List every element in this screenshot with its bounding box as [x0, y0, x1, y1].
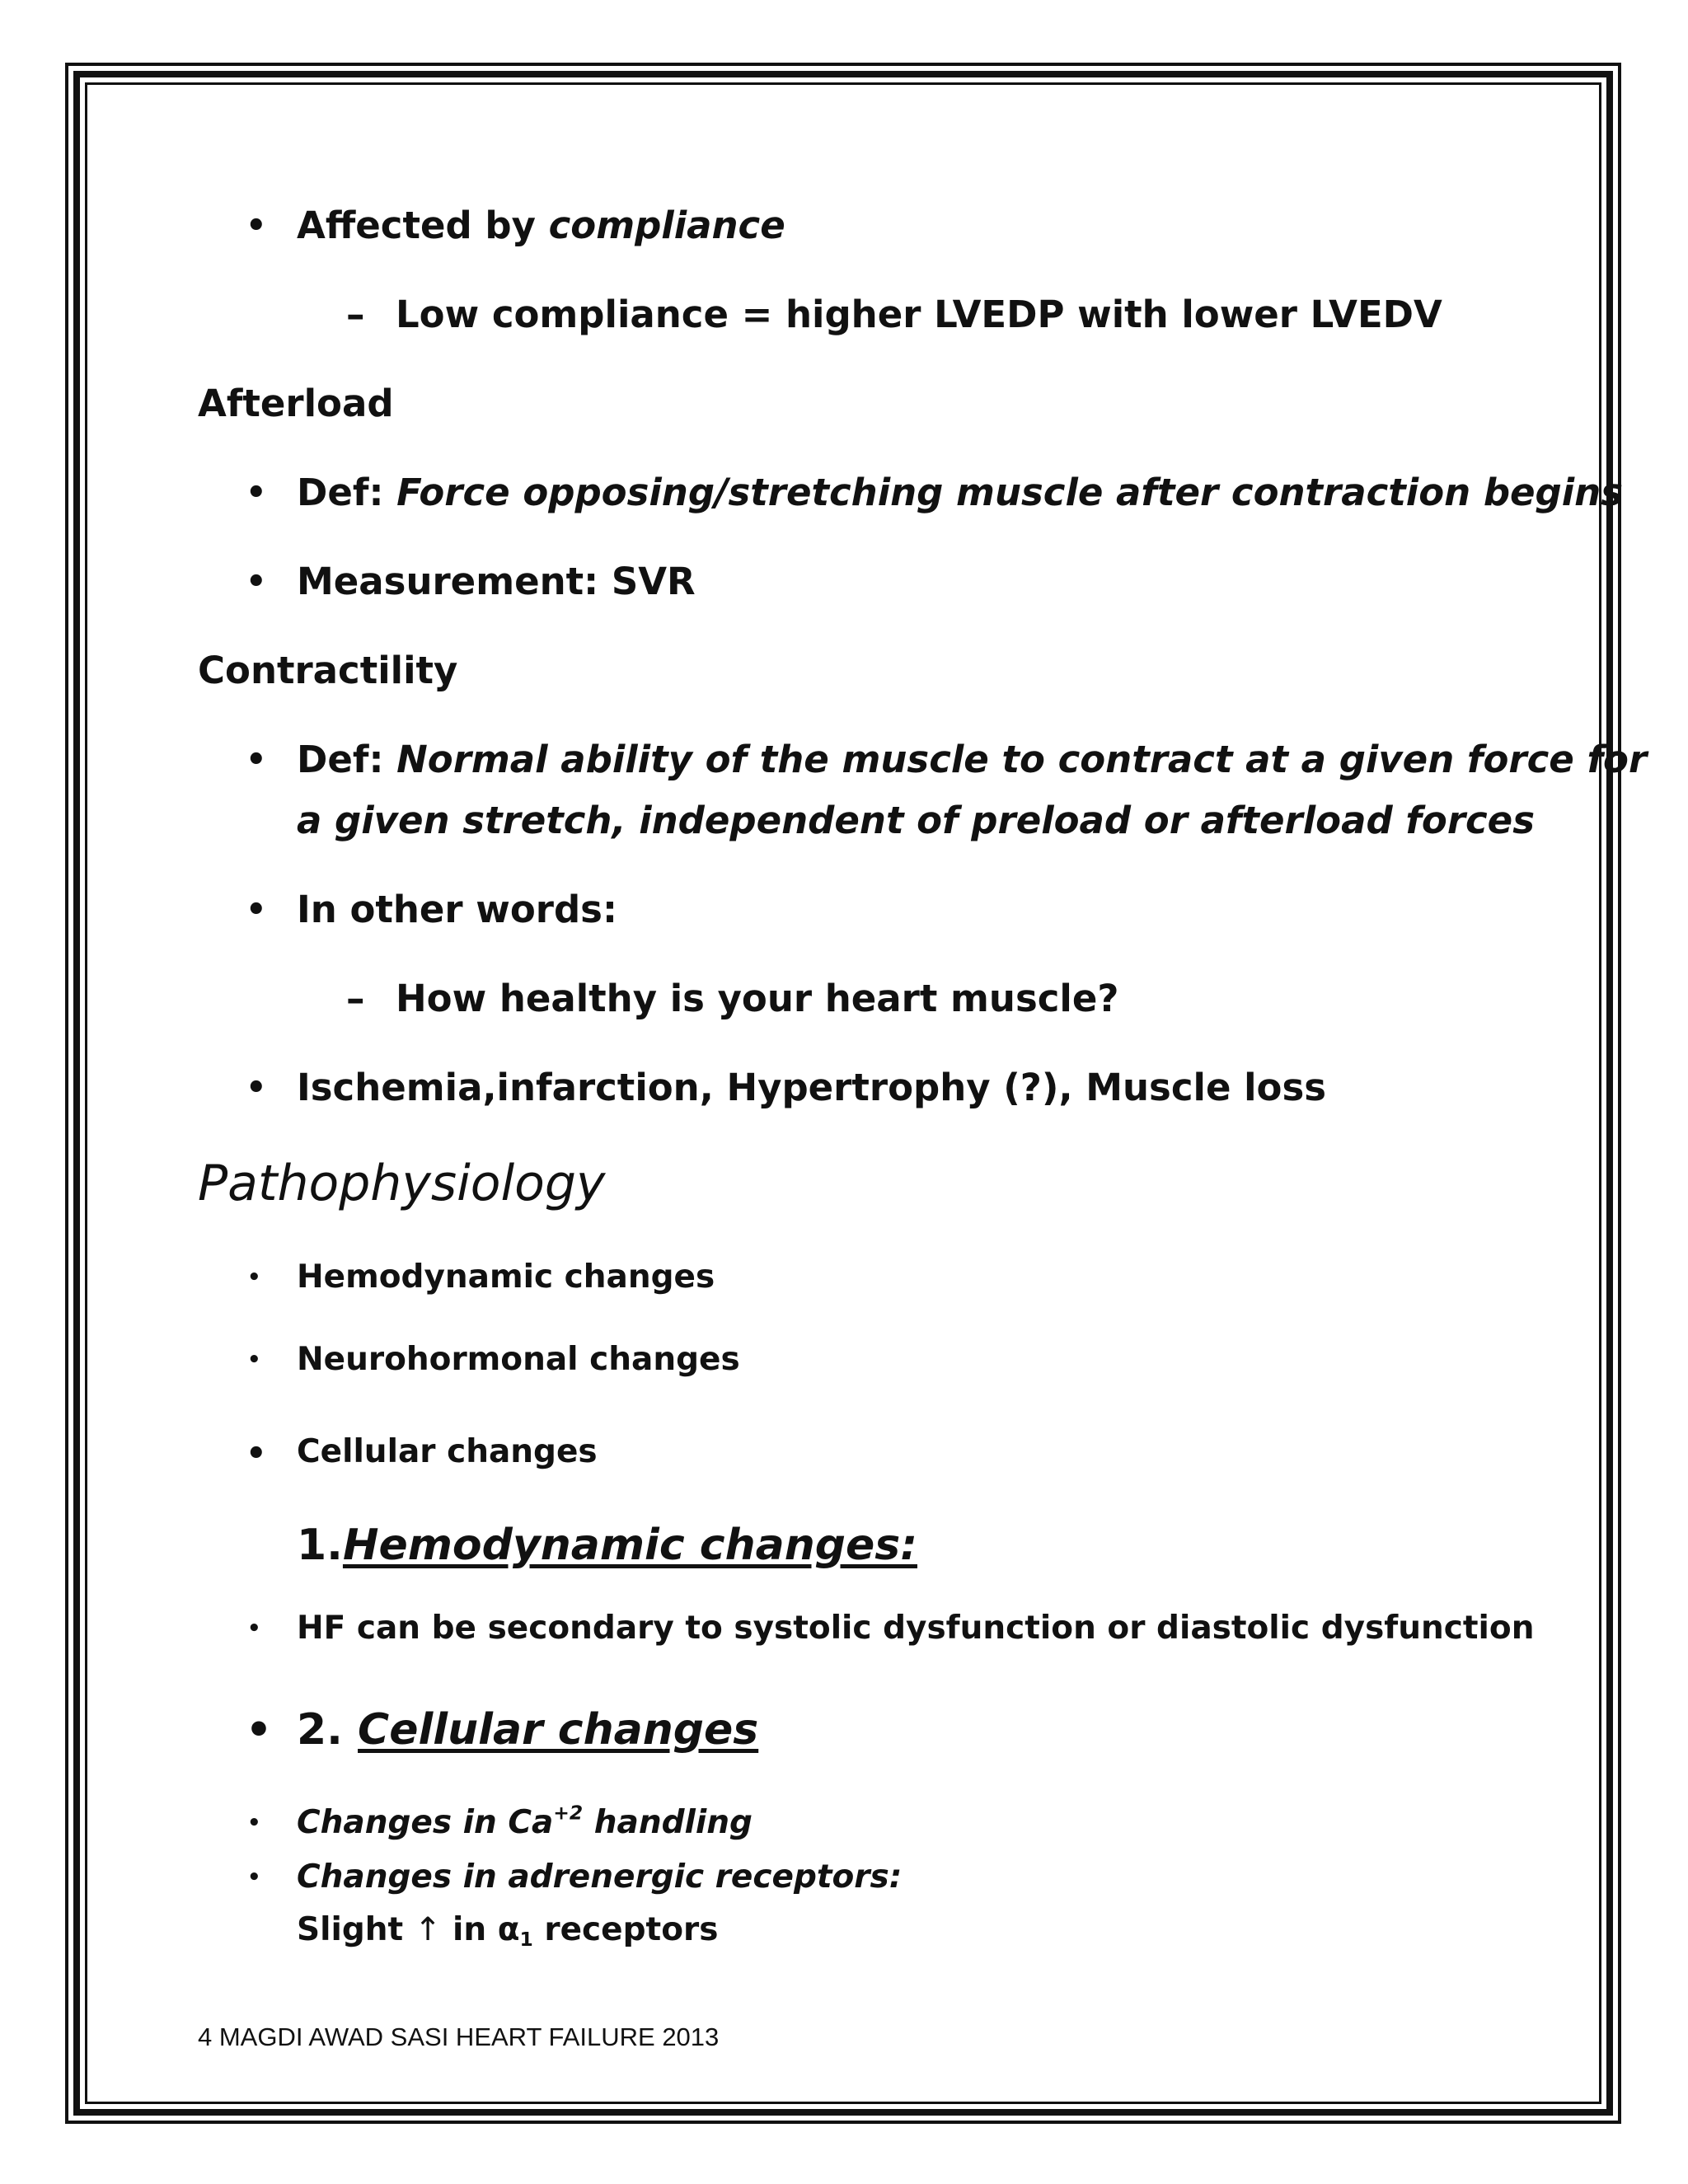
line-mid: in α: [441, 1911, 520, 1948]
bullet: •: [247, 1811, 261, 1835]
section-title: Hemodynamic changes:: [342, 1521, 917, 1570]
bullet: •: [246, 563, 267, 601]
bullet: •: [247, 1265, 261, 1290]
superscript: +2: [553, 1801, 584, 1825]
low-compliance-line: Low compliance = higher LVEDP with lower LVEDV: [396, 293, 1442, 336]
ischemia-line: Ischemia,infarction, Hypertrophy (?), Muscle loss: [297, 1066, 1327, 1109]
bullet: •: [246, 741, 267, 779]
bullet: •: [246, 1706, 272, 1754]
line-prefix: Affected by: [297, 204, 549, 247]
bullet: •: [247, 1865, 261, 1890]
hf-secondary-line: HF can be secondary to systolic dysfunction or diastolic dysfunction: [297, 1610, 1535, 1647]
hemodynamic-heading: [297, 1516, 917, 1574]
calcium-handling-line: [297, 1802, 753, 1844]
section-title: Cellular changes: [358, 1705, 759, 1755]
adrenergic-line: Changes in adrenergic receptors:: [297, 1858, 903, 1896]
measurement-line: Measurement: SVR: [297, 560, 696, 603]
subscript: 1: [519, 1928, 533, 1952]
section-number: 2.: [297, 1705, 359, 1755]
cellular-heading: [297, 1701, 758, 1759]
dash-marker: –: [346, 293, 365, 336]
compliance-line: [297, 201, 785, 251]
line-italic: compliance: [548, 204, 785, 247]
line-prefix: Changes in Ca: [297, 1804, 554, 1841]
line-italic: Force opposing/stretching muscle after contraction begins: [396, 471, 1624, 514]
bullet: •: [246, 1435, 267, 1473]
healthy-heart-line: How healthy is your heart muscle?: [396, 977, 1119, 1020]
contractility-def-line: [297, 735, 1647, 785]
list-item-neurohormonal: Neurohormonal changes: [297, 1341, 740, 1378]
list-item-cellular: Cellular changes: [297, 1433, 598, 1470]
line-suffix: handling: [583, 1804, 753, 1841]
dash-marker: –: [346, 977, 365, 1020]
list-item-hemodynamic: Hemodynamic changes: [297, 1258, 715, 1296]
bullet: •: [246, 207, 267, 245]
afterload-def-line: [297, 468, 1623, 518]
pathophysiology-heading: Pathophysiology: [198, 1155, 606, 1212]
contractility-heading: Contractility: [198, 649, 458, 692]
alpha-receptors-line: [297, 1909, 718, 1952]
line-prefix: Def:: [297, 471, 397, 514]
other-words-line: In other words:: [297, 888, 617, 931]
line-prefix: Slight: [297, 1911, 415, 1948]
bullet: •: [246, 474, 267, 512]
line-italic: Normal ability of the muscle to contract at a given force for: [396, 738, 1648, 781]
bullet: •: [246, 891, 267, 929]
section-number: 1.: [297, 1521, 343, 1570]
bullet: •: [247, 1347, 261, 1372]
page-footer: 4 MAGDI AWAD SASI HEART FAILURE 2013: [198, 2022, 720, 2051]
bullet: •: [247, 1616, 261, 1641]
bullet: •: [246, 1069, 267, 1107]
line-prefix: Def:: [297, 738, 397, 781]
up-arrow-icon: ↑: [414, 1911, 442, 1948]
line-suffix: receptors: [532, 1911, 719, 1948]
afterload-heading: Afterload: [198, 382, 394, 425]
line-italic: a given stretch, independent of preload or afterload forces: [297, 799, 1535, 842]
contractility-def-line-2: [297, 796, 1535, 846]
